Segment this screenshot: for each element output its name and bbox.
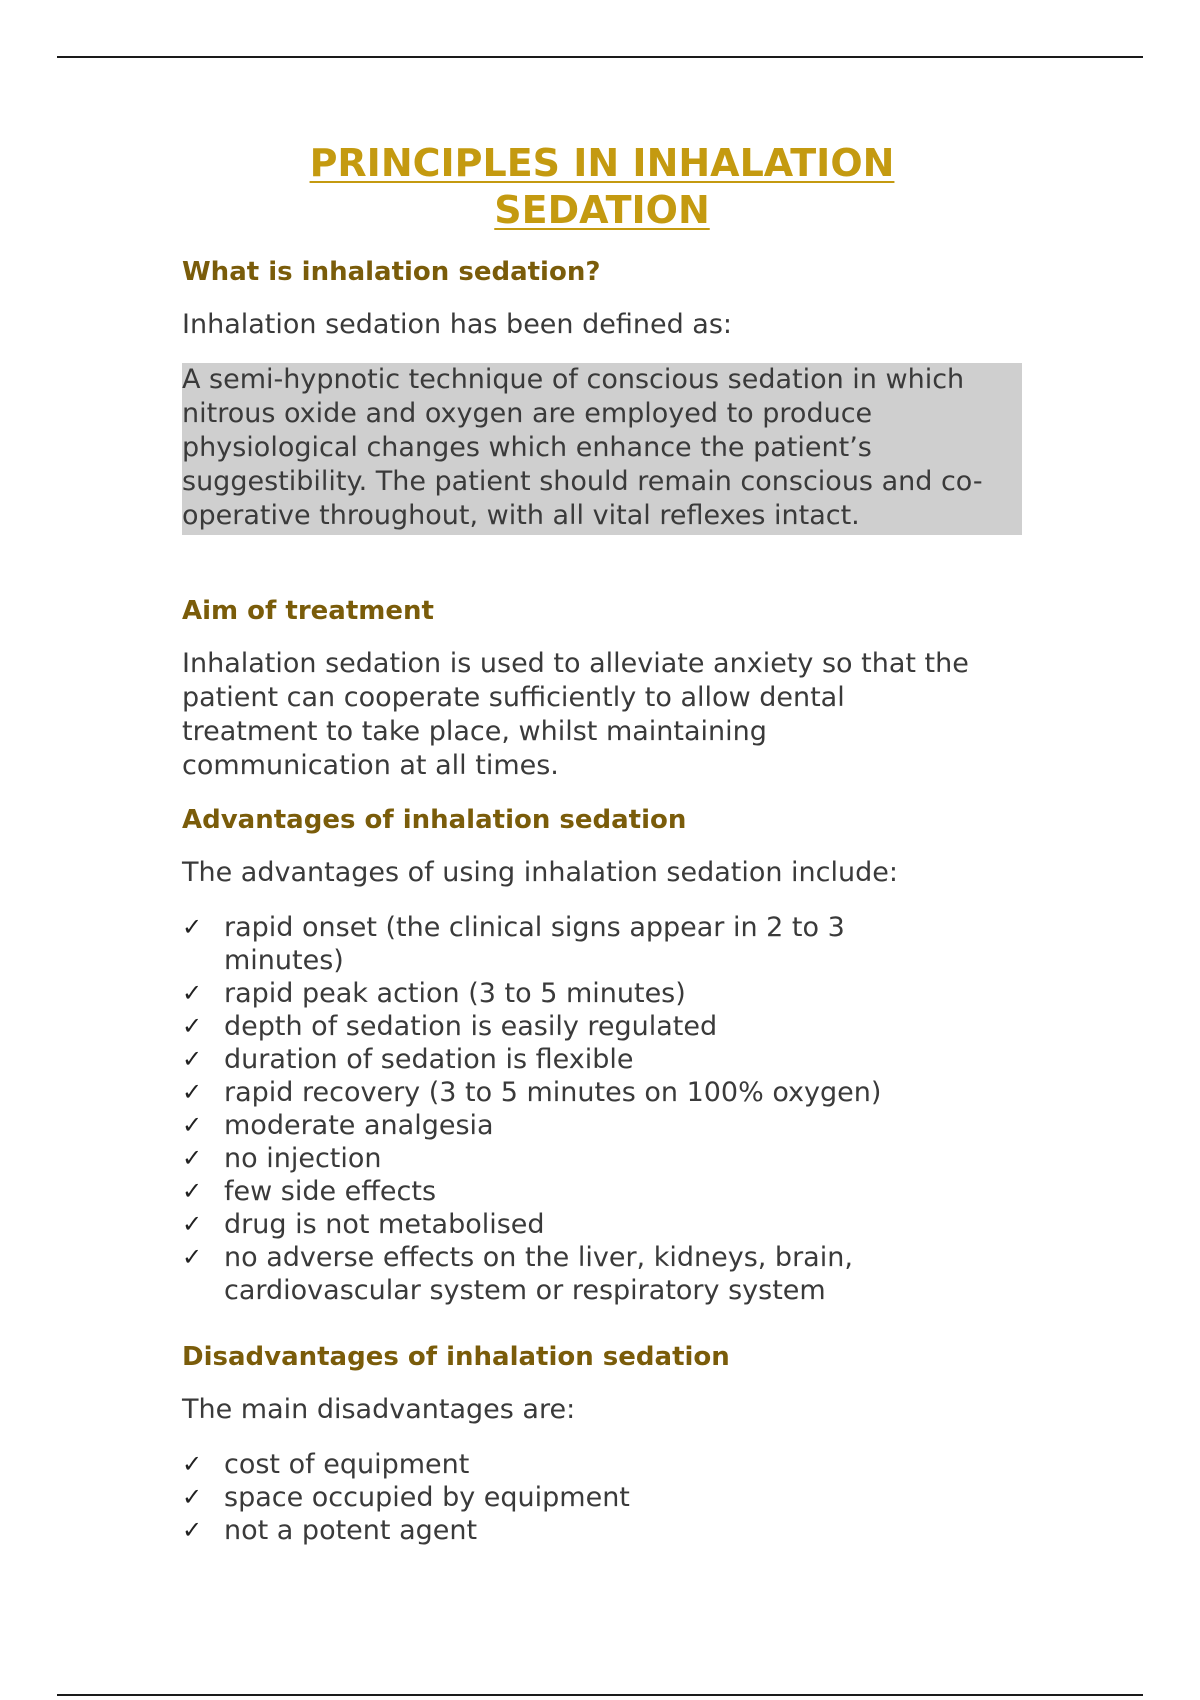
disadvantages-intro: The main disadvantages are: <box>182 1394 576 1425</box>
list-item: ✓ no injection <box>182 1143 382 1174</box>
list-item: ✓ few side effects <box>182 1176 437 1207</box>
section-heading-advantages: Advantages of inhalation sedation <box>182 805 687 835</box>
list-item: ✓ rapid recovery (3 to 5 minutes on 100% oxygen) <box>182 1077 882 1108</box>
checkmark-icon: ✓ <box>182 1177 203 1205</box>
list-item: ✓ space occupied by equipment <box>182 1482 630 1513</box>
section-heading-aim: Aim of treatment <box>182 596 434 626</box>
bottom-rule <box>57 1694 1143 1696</box>
list-item: ✓ drug is not metabolised <box>182 1209 545 1240</box>
list-item: ✓ cost of equipment <box>182 1449 470 1480</box>
page-title-line-2: SEDATION <box>494 188 710 232</box>
checkmark-icon: ✓ <box>182 1111 203 1139</box>
aim-paragraph: Inhalation sedation is used to alleviate anxiety so that the patient can cooperate sufficiently to allow dental treatment to take place, whilst maintaining communication at all times. <box>182 648 969 781</box>
list-item: ✓ depth of sedation is easily regulated <box>182 1011 718 1042</box>
checkmark-icon: ✓ <box>182 1078 203 1106</box>
page-title-line-1: PRINCIPLES IN INHALATION <box>309 141 895 185</box>
document-body <box>182 140 1022 1581</box>
list-item: ✓ duration of sedation is flexible <box>182 1044 634 1075</box>
list-item: ✓ rapid onset (the clinical signs appear in 2 to 3 minutes) <box>182 912 845 976</box>
checkmark-icon: ✓ <box>182 1144 203 1172</box>
checkmark-icon: ✓ <box>182 1210 203 1238</box>
checkmark-icon: ✓ <box>182 1450 203 1478</box>
top-rule <box>57 56 1143 58</box>
list-item: ✓ not a potent agent <box>182 1515 478 1546</box>
list-item: ✓ moderate analgesia <box>182 1110 494 1141</box>
list-item: ✓ no adverse effects on the liver, kidneys, brain, cardiovascular system or respiratory system <box>182 1242 853 1306</box>
checkmark-icon: ✓ <box>182 1045 203 1073</box>
checkmark-icon: ✓ <box>182 1012 203 1040</box>
definition-highlight: A semi-hypnotic technique of conscious sedation in which nitrous oxide and oxygen are employed to produce physiological changes which enhance the patient’s suggestibility. The patient should remain conscious and co-operative throughout, with all vital reflexes intact. <box>182 363 1022 535</box>
checkmark-icon: ✓ <box>182 1243 203 1271</box>
section-heading-disadvantages: Disadvantages of inhalation sedation <box>182 1342 730 1372</box>
advantages-list <box>182 911 882 1307</box>
checkmark-icon: ✓ <box>182 913 203 941</box>
disadvantages-list <box>182 1448 1022 1547</box>
checkmark-icon: ✓ <box>182 979 203 1007</box>
checkmark-icon: ✓ <box>182 1483 203 1511</box>
definition-intro: Inhalation sedation has been defined as: <box>182 309 733 340</box>
list-item: ✓ rapid peak action (3 to 5 minutes) <box>182 978 686 1009</box>
section-heading-what: What is inhalation sedation? <box>182 257 601 287</box>
page-title <box>182 140 1022 234</box>
checkmark-icon: ✓ <box>182 1516 203 1544</box>
advantages-intro: The advantages of using inhalation sedation include: <box>182 857 898 888</box>
